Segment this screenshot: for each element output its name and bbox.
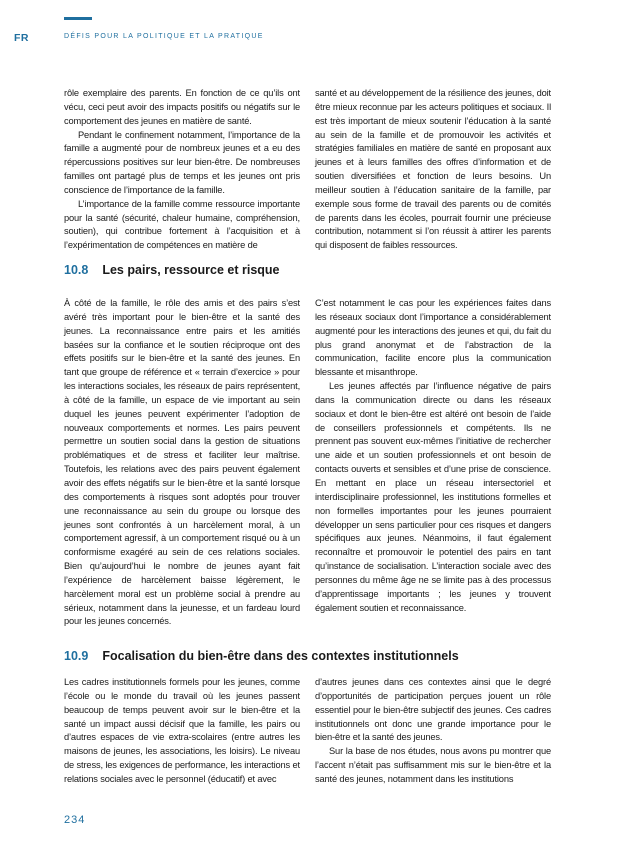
section-10-8-right-column (315, 297, 551, 629)
paragraph: Sur la base de nos études, nous avons pu montrer que l’accent n’était pas suffisamment mis sur le bien-être et la santé des jeunes, notamment dans les institutions (315, 746, 551, 784)
section-10-9-right-column (315, 676, 551, 787)
section-10-9-columns (64, 676, 551, 787)
section-heading-10-8 (64, 263, 280, 277)
running-title: DÉFIS POUR LA POLITIQUE ET LA PRATIQUE (64, 33, 264, 40)
paragraph: santé et au développement de la résilience des jeunes, doit être mieux reconnue par les acteurs politiques et sociaux. Il est très important de mieux soutenir l’éducation à la santé au sein de la famille et de promouvoir les activités et stratégies familiales en matière de santé en proposant aux jeunes et à leurs familles des offres d’information et de soutien diversifiées et fonction de leurs besoins. Un meilleur soutien à l’éducation sanitaire de la famille, par exemple sous forme de travail des parents ou de comités de parents dans les écoles, pourrait fournir une précieuse contribution, notamment si l’on réussit à attirer les parents qui disposent de faibles ressources. (315, 88, 551, 251)
paragraph: Pendant le confinement notamment, l’importance de la famille a augmenté pour de nombreux jeunes et a eu des répercussions positives sur leur bien-être. De nombreuses familles ont partagé plus de temps et les jeunes ont pris conscience de l’importance de la famille. (64, 129, 300, 195)
section-title: Focalisation du bien-être dans des contextes institutionnels (102, 649, 459, 663)
intro-left-column (64, 87, 300, 253)
paragraph: À côté de la famille, le rôle des amis et des pairs s’est avéré très important pour le bien-être et la santé des jeunes. La reconnaissance entre pairs et les amitiés basées sur la confiance et le soutien réciproque ont des effets positifs sur le bien-être et la santé des jeunes. En tant que groupe de référence et « terrain d’exercice » pour les interactions sociales, les réseaux de pairs représentent, à côté de la famille, un espace de vie important au sein duquel les jeunes peuvent expérimenter l’adoption de nouveaux comportements et normes. Les pairs peuvent permettre un soutien social dans la gestion de situations problématiques et de stress et faciliter leur maîtrise. Toutefois, les relations avec des pairs peuvent également avoir des effets négatifs sur le bien-être et la santé lorsque des comportements à risques sont adoptés pour trouver une reconnaissance au sein du groupe ou lorsque des jeunes sont confrontés à un harcèlement moral, à un comportement agressif, à un comportement risqué ou à un conformisme exagéré au sein de ces relations sociales. Bien qu’aujourd’hui le nombre de jeunes ayant fait l’expérience de harcèlement baisse légèrement, le harcèlement moral est un problème social à prendre au sérieux, notamment dans la jeunesse, et un fardeau lourd pour les jeunes concernés. (64, 298, 300, 627)
paragraph: d’autres jeunes dans ces contextes ainsi que le degré d’opportunités de participation perçues jouent un rôle essentiel pour le bien-être subjectif des jeunes. Ces cadres institutionnels ont donc une grande importance pour le bien-être et la santé des jeunes. (315, 677, 551, 743)
paragraph: rôle exemplaire des parents. En fonction de ce qu’ils ont vécu, ceci peut avoir des impacts positifs ou négatifs sur le comportement des jeunes en matière de santé. (64, 88, 300, 126)
page-number: 234 (64, 814, 86, 826)
language-tag: FR (14, 32, 29, 44)
section-number: 10.8 (64, 263, 89, 277)
section-10-8-columns (64, 297, 551, 629)
paragraph: C’est notamment le cas pour les expériences faites dans les réseaux sociaux dont l’importance a considérablement augmenté pour les interactions des jeunes et qui, du fait du plus grand anonymat et de l’abstraction de la communication, facilite encore plus la communication blessante et misanthrope. (315, 298, 551, 378)
header-accent-bar (64, 17, 92, 20)
paragraph: L’importance de la famille comme ressource importante pour la santé (sécurité, chaleur humaine, compréhension, soutien), qui contribue fortement à l’acquisition et à l’expérimentation de compétences en matière de (64, 198, 300, 251)
section-heading-10-9 (64, 649, 459, 663)
section-10-9-left-column (64, 676, 300, 787)
section-10-8-left-column (64, 297, 300, 629)
paragraph: Les jeunes affectés par l’influence négative de pairs dans la communication directe ou dans les réseaux sociaux et dont le bien-être est altéré ont besoin de l’aide de conseillers professionnels et compétents. Ils ne prennent pas souvent eux-mêmes l’initiative de rechercher une aide et un soutien professionnels et ont besoin de contacts ouverts et sensibles et d’une prise de conscience. En mettant en place un réseau intersectoriel et interdisciplinaire professionnel, les institutions formelles et non formelles importantes pour les jeunes pourraient développer un sens particulier pour ces risques et dangers spécifiques aux jeunes. Néanmoins, il faut également reconnaître et promouvoir le potentiel des pairs en tant qu’instance de socialisation. L’interaction sociale avec des personnes du même âge ne se limite pas à des processus d’apprentissage importants ; les jeunes y trouvent également soutien et reconnaissance. (315, 381, 551, 613)
intro-right-column (315, 87, 551, 253)
intro-columns (64, 87, 551, 253)
paragraph: Les cadres institutionnels formels pour les jeunes, comme l’école ou le monde du travail où les jeunes passent beaucoup de temps peuvent avoir sur le bien-être et la santé un impact aussi décisif que la famille, les pairs ou d’autres espaces de vie extra-scolaires (entre autres les maisons de jeunes, les associations, les loisirs). Le niveau de stress, les exigences de performance, les interactions et relations sociales avec le personnel (éducatif) et avec (64, 677, 300, 784)
section-number: 10.9 (64, 649, 89, 663)
section-title: Les pairs, ressource et risque (102, 263, 280, 277)
